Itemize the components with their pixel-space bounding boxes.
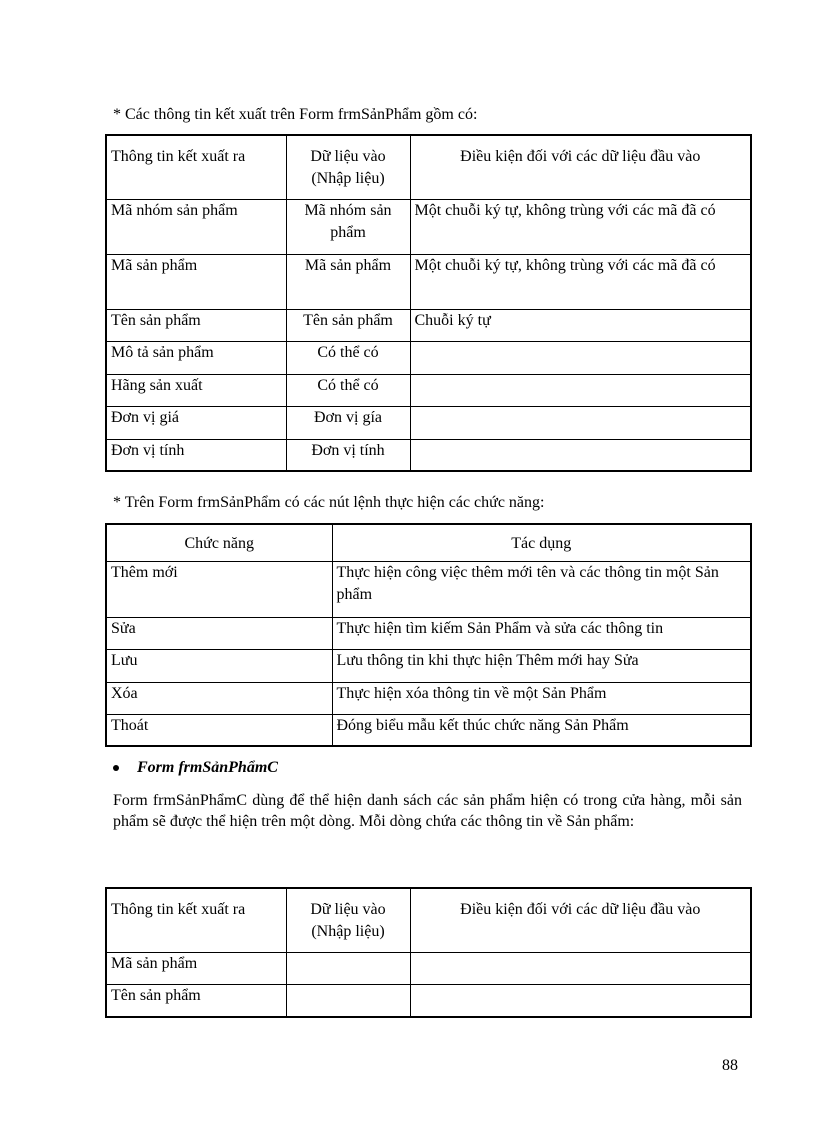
table-row [106,649,751,682]
header-cell: Dữ liệu vào (Nhập liệu) [286,135,410,199]
table-cell [410,374,751,406]
table-cell: Hãng sản xuất [106,374,286,406]
table-cell: Đóng biểu mẫu kết thúc chức năng Sản Phẩm [332,714,751,746]
table-cell: Thực hiện xóa thông tin về một Sản Phẩm [332,682,751,714]
table-cell: Thực hiện công việc thêm mới tên và các thông tin một Sản phẩm [332,561,751,617]
table-header-row [106,135,751,199]
table-cell: Thêm mới [106,561,332,617]
table-cell: Có thể có [286,374,410,406]
header-cell: Điều kiện đối với các dữ liệu đầu vào [410,135,751,199]
section-heading [113,759,278,777]
table-cell: Mã sản phẩm [106,952,286,984]
table-row [106,682,751,714]
intro-output-info: * Các thông tin kết xuất trên Form frmSảnPhẩm gồm có: [113,106,478,123]
output-info-table [105,134,752,472]
table-cell: Mã sản phẩm [106,254,286,309]
header-cell: Thông tin kết xuất ra [106,888,286,952]
table-cell: Mã nhóm sản phẩm [286,199,410,254]
table-cell [410,406,751,439]
buttons-table [105,523,752,747]
table-cell: Đơn vị giá [106,406,286,439]
header-cell: Thông tin kết xuất ra [106,135,286,199]
table-row [106,406,751,439]
table-row [106,374,751,406]
table-cell: Lưu [106,649,332,682]
table-cell [286,952,410,984]
description-paragraph: Form frmSảnPhẩmC dùng để thể hiện danh sách các sản phẩm hiện có trong cửa hàng, mỗi sản phẩm sẽ được thể hiện trên một dòng. Mỗi dòng chứa các thông tin về Sản phẩm: [113,792,742,830]
table-row [106,439,751,471]
table-cell [410,984,751,1017]
table-row [106,254,751,309]
table-row [106,617,751,649]
table-cell: Đơn vị tính [106,439,286,471]
table-cell: Tên sản phẩm [106,984,286,1017]
table-cell: Tên sản phẩm [286,309,410,341]
table-cell: Một chuỗi ký tự, không trùng với các mã đã có [410,199,751,254]
table-row [106,714,751,746]
table-cell [410,952,751,984]
table-row [106,561,751,617]
table-cell [286,984,410,1017]
table-row [106,309,751,341]
table-row [106,984,751,1017]
table-row [106,199,751,254]
page-number: 88 [722,1057,738,1074]
table-cell: Một chuỗi ký tự, không trùng với các mã đã có [410,254,751,309]
table-cell: Thoát [106,714,332,746]
table-cell: Xóa [106,682,332,714]
table-row [106,341,751,374]
header-cell: Tác dụng [332,524,751,561]
table-cell: Mã nhóm sản phẩm [106,199,286,254]
table-cell [410,439,751,471]
bullet-icon [113,765,119,771]
table-cell: Mã sản phẩm [286,254,410,309]
section-title: Form frmSảnPhẩmC [137,759,278,776]
table-cell: Có thể có [286,341,410,374]
table-cell: Lưu thông tin khi thực hiện Thêm mới hay Sửa [332,649,751,682]
header-cell: Chức năng [106,524,332,561]
table-cell [410,341,751,374]
table-cell: Đơn vị gía [286,406,410,439]
table-header-row [106,524,751,561]
table-cell: Mô tả sản phẩm [106,341,286,374]
table-cell: Sửa [106,617,332,649]
table-cell: Chuỗi ký tự [410,309,751,341]
header-cell: Điều kiện đối với các dữ liệu đầu vào [410,888,751,952]
table-cell: Đơn vị tính [286,439,410,471]
table-cell: Tên sản phẩm [106,309,286,341]
header-cell: Dữ liệu vào (Nhập liệu) [286,888,410,952]
table-cell: Thực hiện tìm kiếm Sản Phẩm và sửa các thông tin [332,617,751,649]
list-info-table [105,887,752,1018]
table-header-row [106,888,751,952]
table-row [106,952,751,984]
intro-buttons: * Trên Form frmSảnPhẩm có các nút lệnh thực hiện các chức năng: [113,494,545,511]
